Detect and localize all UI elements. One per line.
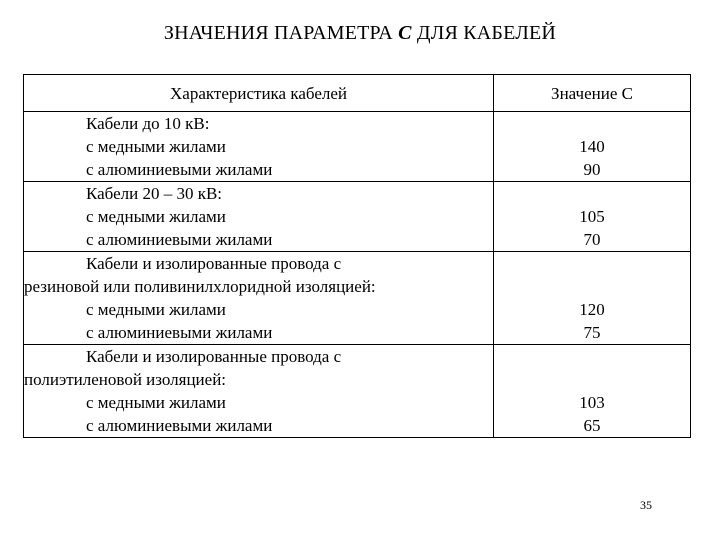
row-item-aluminium: с алюминиевыми жилами: [86, 416, 273, 435]
row-characteristic-cell: [24, 252, 494, 345]
page-number: 35: [640, 498, 652, 512]
value-aluminium: 70: [583, 230, 601, 249]
value-copper: 120: [579, 300, 605, 319]
row-item-copper: с медными жилами: [86, 300, 226, 319]
title-suffix: ДЛЯ КАБЕЛЕЙ: [411, 22, 557, 44]
row-heading-continuation: резиновой или поливинилхлоридной изоляцией:: [24, 277, 376, 296]
title-prefix: ЗНАЧЕНИЯ ПАРАМЕТРА: [163, 22, 399, 44]
row-characteristic-cell: [24, 182, 494, 252]
row-heading: Кабели и изолированные провода с: [86, 254, 342, 273]
value-copper: 105: [579, 207, 605, 226]
row-item-copper: с медными жилами: [86, 207, 226, 226]
row-item-aluminium: с алюминиевыми жилами: [86, 160, 273, 179]
row-value-cell: [494, 252, 691, 345]
page-title: [0, 22, 720, 45]
table-row: [24, 182, 691, 252]
parameter-table: [23, 74, 691, 438]
row-value-cell: [494, 345, 691, 438]
row-item-copper: с медными жилами: [86, 393, 226, 412]
title-parameter: С: [398, 22, 412, 44]
value-aluminium: 75: [583, 323, 601, 342]
value-copper: 140: [579, 137, 605, 156]
column-header-characteristic: Характеристика кабелей: [24, 75, 494, 112]
row-item-aluminium: с алюминиевыми жилами: [86, 323, 273, 342]
row-characteristic-cell: [24, 112, 494, 182]
table-row: [24, 345, 691, 438]
row-item-aluminium: с алюминиевыми жилами: [86, 230, 273, 249]
row-heading-continuation: полиэтиленовой изоляцией:: [24, 370, 227, 389]
value-aluminium: 65: [583, 416, 601, 435]
value-aluminium: 90: [583, 160, 601, 179]
table-row: [24, 252, 691, 345]
row-characteristic-cell: [24, 345, 494, 438]
value-copper: 103: [579, 393, 605, 412]
column-header-value: Значение С: [494, 75, 691, 112]
row-heading: Кабели и изолированные провода с: [86, 347, 342, 366]
row-heading: Кабели до 10 кВ:: [86, 114, 210, 133]
table-row: [24, 112, 691, 182]
row-item-copper: с медными жилами: [86, 137, 226, 156]
row-value-cell: [494, 182, 691, 252]
table-header-row: [24, 75, 691, 112]
row-value-cell: [494, 112, 691, 182]
row-heading: Кабели 20 – 30 кВ:: [86, 184, 223, 203]
